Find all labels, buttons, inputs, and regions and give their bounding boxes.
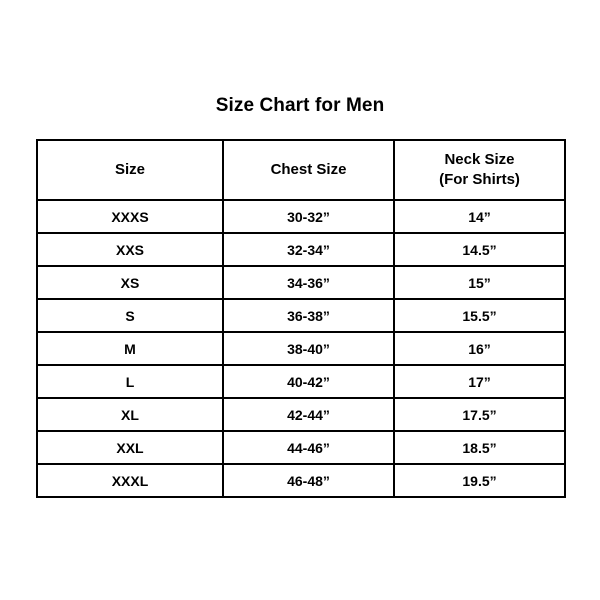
table-header-row bbox=[37, 140, 565, 200]
column-header-chest-size-label: Chest Size bbox=[270, 160, 347, 178]
cell-chest-size: 38-40” bbox=[223, 332, 394, 365]
cell-chest-size: 30-32” bbox=[223, 200, 394, 233]
column-header-neck-size-sublabel: (For Shirts) bbox=[439, 171, 520, 188]
cell-size: XXXS bbox=[37, 200, 223, 233]
column-header-neck-size-label: Neck Size bbox=[444, 150, 515, 168]
column-header-size bbox=[37, 140, 223, 200]
table-row bbox=[37, 365, 565, 398]
size-chart-table bbox=[36, 139, 566, 498]
cell-chest-size: 44-46” bbox=[223, 431, 394, 464]
cell-neck-size: 17” bbox=[394, 365, 565, 398]
table-header bbox=[37, 140, 565, 200]
cell-chest-size: 40-42” bbox=[223, 365, 394, 398]
cell-size: XXS bbox=[37, 233, 223, 266]
cell-chest-size: 42-44” bbox=[223, 398, 394, 431]
cell-neck-size: 18.5” bbox=[394, 431, 565, 464]
cell-size: M bbox=[37, 332, 223, 365]
cell-chest-size: 34-36” bbox=[223, 266, 394, 299]
column-header-size-label: Size bbox=[114, 160, 145, 178]
cell-neck-size: 15” bbox=[394, 266, 565, 299]
table-row bbox=[37, 299, 565, 332]
cell-neck-size: 15.5” bbox=[394, 299, 565, 332]
table-row bbox=[37, 200, 565, 233]
table-row bbox=[37, 332, 565, 365]
cell-neck-size: 14.5” bbox=[394, 233, 565, 266]
column-header-chest-size bbox=[223, 140, 394, 200]
cell-size: XS bbox=[37, 266, 223, 299]
table-row bbox=[37, 464, 565, 497]
page-title: Size Chart for Men bbox=[215, 95, 385, 116]
cell-chest-size: 46-48” bbox=[223, 464, 394, 497]
table-row bbox=[37, 233, 565, 266]
cell-neck-size: 17.5” bbox=[394, 398, 565, 431]
cell-neck-size: 14” bbox=[394, 200, 565, 233]
cell-chest-size: 32-34” bbox=[223, 233, 394, 266]
cell-size: XL bbox=[37, 398, 223, 431]
cell-size: XXXL bbox=[37, 464, 223, 497]
cell-neck-size: 16” bbox=[394, 332, 565, 365]
cell-size: S bbox=[37, 299, 223, 332]
table-body bbox=[37, 200, 565, 497]
cell-chest-size: 36-38” bbox=[223, 299, 394, 332]
size-chart-table-container bbox=[36, 139, 564, 498]
table-row bbox=[37, 266, 565, 299]
column-header-neck-size bbox=[394, 140, 565, 200]
cell-neck-size: 19.5” bbox=[394, 464, 565, 497]
table-row bbox=[37, 431, 565, 464]
cell-size: XXL bbox=[37, 431, 223, 464]
table-row bbox=[37, 398, 565, 431]
cell-size: L bbox=[37, 365, 223, 398]
